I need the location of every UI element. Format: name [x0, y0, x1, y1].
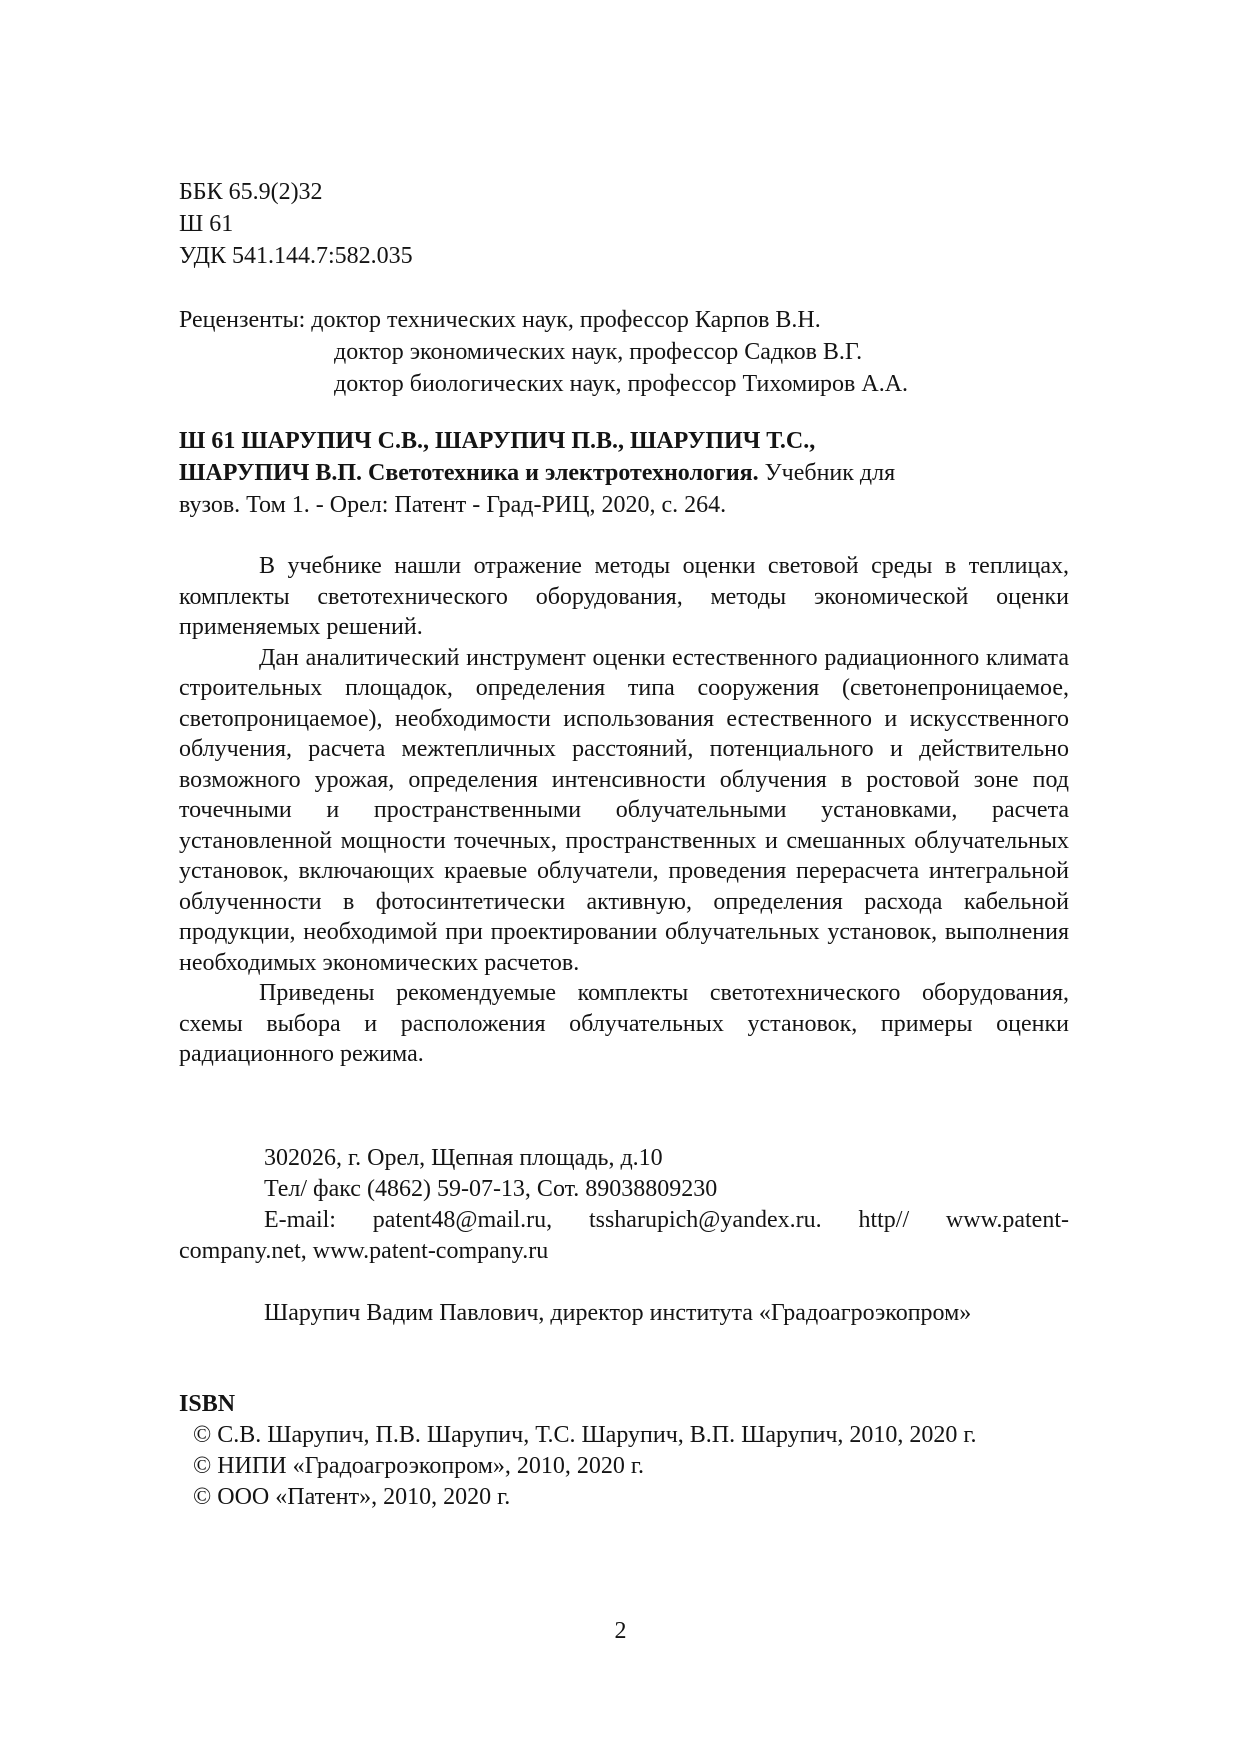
- citation-title: ШАРУПИЧ В.П. Светотехника и электротехнология.: [179, 460, 759, 486]
- isbn-label: ISBN: [179, 1391, 236, 1417]
- bibliographic-citation: [179, 425, 1069, 521]
- copyright-line: © ООО «Патент», 2010, 2020 г.: [193, 1484, 511, 1510]
- reviewer-item: доктор технических наук, профессор Карпов В.Н.: [311, 307, 821, 333]
- reviewer-line-1: [179, 304, 1069, 336]
- copyright-line: © С.В. Шарупич, П.В. Шарупич, Т.С. Шарупич, В.П. Шарупич, 2010, 2020 г.: [193, 1422, 977, 1448]
- citation-authors: Ш 61 ШАРУПИЧ С.В., ШАРУПИЧ П.В., ШАРУПИЧ Т.С.,: [179, 428, 816, 454]
- citation-type: Учебник для: [758, 460, 896, 486]
- author-mark: Ш 61: [179, 211, 234, 237]
- address: 302026, г. Орел, Щепная площадь, д.10: [264, 1145, 663, 1171]
- email-links: E-mail: patent48@mail.ru, tssharupich@yandex.ru. http// www.patent-company.net, www.patent-company.ru: [179, 1207, 1069, 1264]
- abstract: [179, 551, 1069, 1070]
- reviewer-item: доктор биологических наук, профессор Тихомиров А.А.: [334, 371, 909, 397]
- abstract-paragraph: Дан аналитический инструмент оценки естественного радиационного климата строительных площадок, определения типа сооружения (светонепроницаемое, светопроницаемое), необходимости использования естественного и искусственного облучения, расчета межтепличных расстояний, потенциального и действительно возможного урожая, определения интенсивности облучения в ростовой зоне под точечными и пространственными облучательными установками, расчета установленной мощности точечных, пространственных и смешанных облучательных установок, включающих краевые облучатели, проведения перерасчета интегральной облученности в фотосинтетически активную, определения расхода кабельной продукции, необходимой при проектировании облучательных установок, выполнения необходимых экономических расчетов.: [179, 644, 1069, 976]
- citation-publisher: вузов. Том 1. - Орел: Патент - Град-РИЦ, 2020, с. 264.: [179, 492, 727, 518]
- isbn-block: [179, 1388, 1069, 1513]
- director-text: Шарупич Вадим Павлович, директор института «Градоагроэкопром»: [264, 1300, 972, 1326]
- classification-block: [179, 176, 1069, 272]
- director-block: [179, 1298, 1069, 1329]
- abstract-paragraph: Приведены рекомендуемые комплекты светотехнического оборудования, схемы выбора и расположения облучательных установок, примеры оценки радиационного режима.: [179, 980, 1069, 1067]
- phone: Тел/ факс (4862) 59-07-13, Сот. 89038809230: [264, 1176, 718, 1202]
- copyright-line: © НИПИ «Градоагроэкопром», 2010, 2020 г.: [193, 1453, 645, 1479]
- udk-code: УДК 541.144.7:582.035: [179, 243, 413, 269]
- abstract-paragraph: В учебнике нашли отражение методы оценки световой среды в теплицах, комплекты светотехнического оборудования, методы экономической оценки применяемых решений.: [179, 553, 1069, 640]
- reviewers-block: [179, 304, 1069, 400]
- contacts-block: [179, 1143, 1069, 1267]
- bbk-code: ББК 65.9(2)32: [179, 179, 323, 205]
- page-number: 2: [614, 1618, 627, 1644]
- reviewers-label: Рецензенты:: [179, 307, 306, 333]
- reviewer-item: доктор экономических наук, профессор Садков В.Г.: [334, 339, 863, 365]
